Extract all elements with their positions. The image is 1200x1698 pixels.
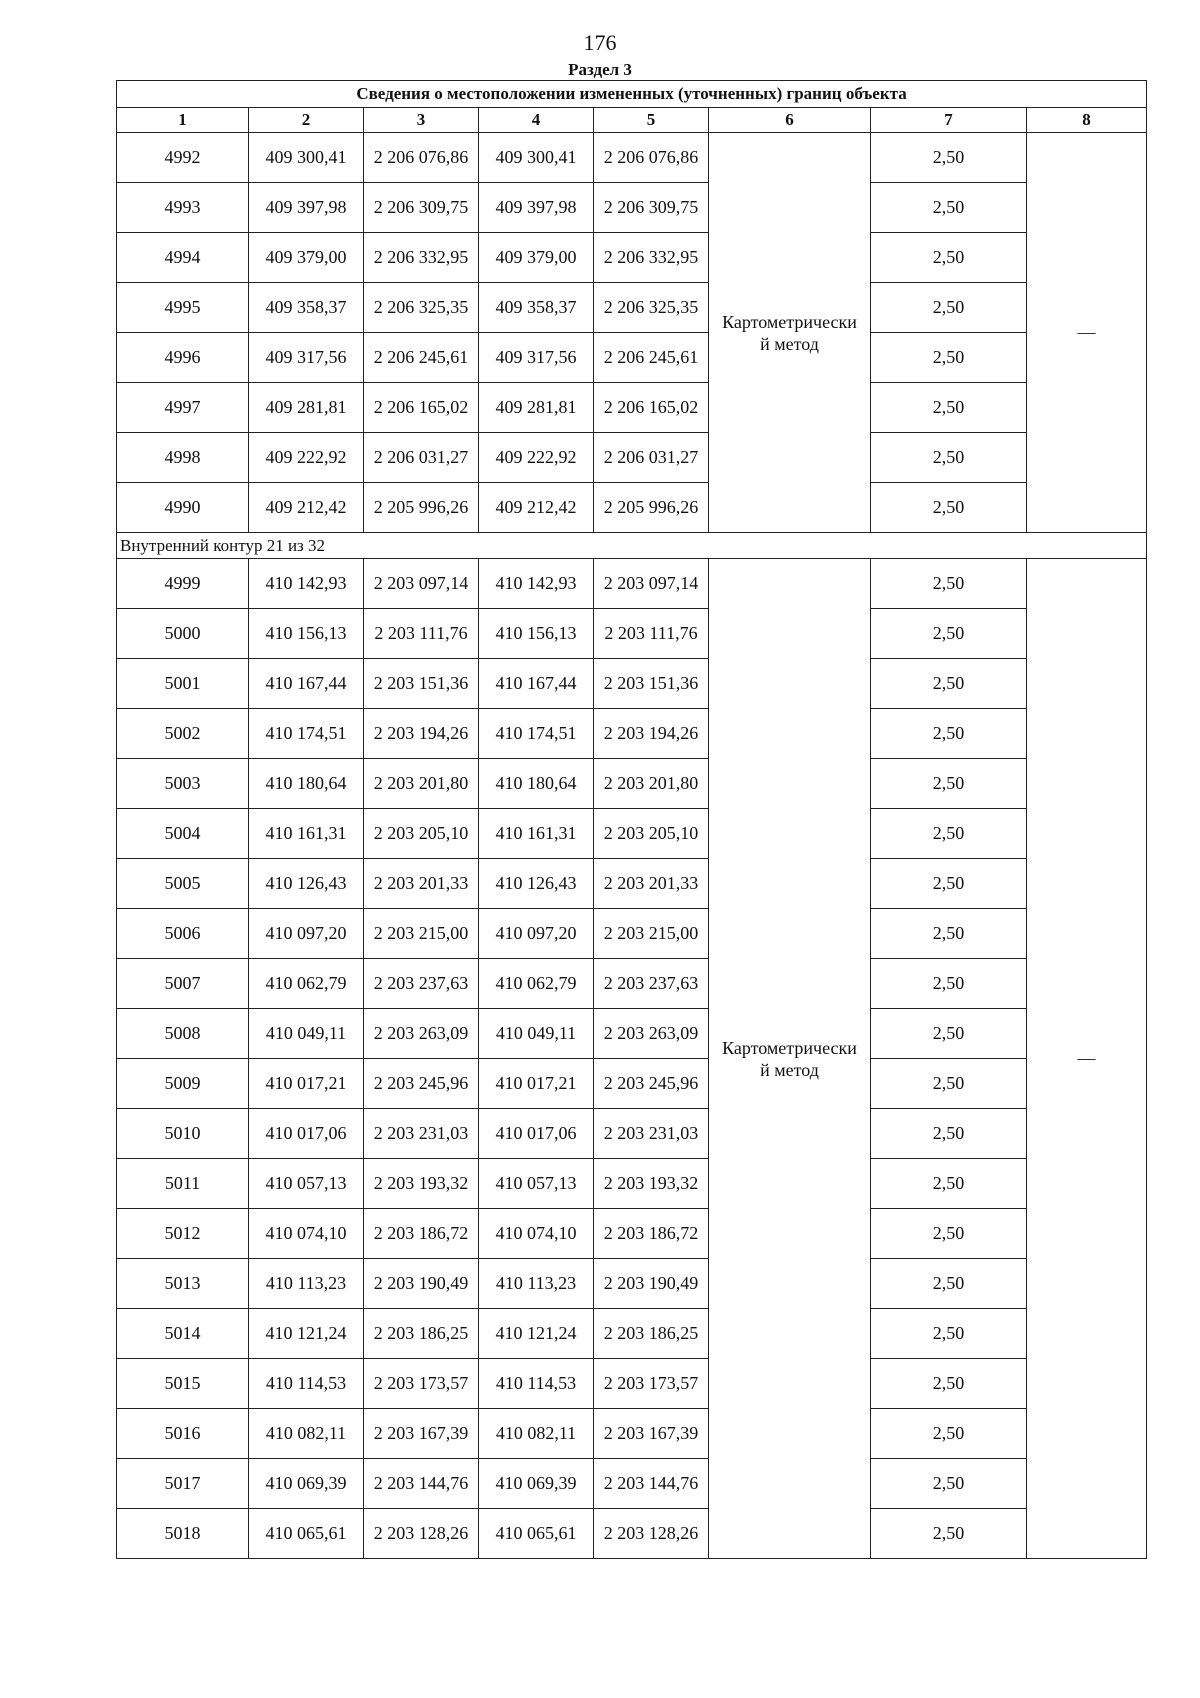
x-new-cell: 410 142,93 bbox=[479, 559, 594, 609]
x-new-cell: 409 300,41 bbox=[479, 133, 594, 183]
point-number-cell: 5006 bbox=[117, 909, 249, 959]
x-old-cell: 410 062,79 bbox=[249, 959, 364, 1009]
y-new-cell: 2 203 193,32 bbox=[594, 1159, 709, 1209]
x-old-cell: 410 057,13 bbox=[249, 1159, 364, 1209]
accuracy-cell: 2,50 bbox=[871, 609, 1027, 659]
x-new-cell: 410 074,10 bbox=[479, 1209, 594, 1259]
x-old-cell: 410 097,20 bbox=[249, 909, 364, 959]
y-new-cell: 2 206 309,75 bbox=[594, 183, 709, 233]
x-new-cell: 409 212,42 bbox=[479, 483, 594, 533]
x-new-cell: 409 379,00 bbox=[479, 233, 594, 283]
accuracy-cell: 2,50 bbox=[871, 709, 1027, 759]
y-old-cell: 2 203 231,03 bbox=[364, 1109, 479, 1159]
y-old-cell: 2 203 167,39 bbox=[364, 1409, 479, 1459]
y-new-cell: 2 203 097,14 bbox=[594, 559, 709, 609]
x-old-cell: 410 180,64 bbox=[249, 759, 364, 809]
y-old-cell: 2 205 996,26 bbox=[364, 483, 479, 533]
column8-dash-cell: — bbox=[1027, 133, 1147, 533]
method-text-line2: й метод bbox=[760, 1059, 819, 1080]
x-new-cell: 410 065,61 bbox=[479, 1509, 594, 1559]
accuracy-cell: 2,50 bbox=[871, 233, 1027, 283]
x-old-cell: 410 074,10 bbox=[249, 1209, 364, 1259]
accuracy-cell: 2,50 bbox=[871, 809, 1027, 859]
point-number-cell: 5003 bbox=[117, 759, 249, 809]
table-row bbox=[117, 1509, 1147, 1559]
x-old-cell: 409 317,56 bbox=[249, 333, 364, 383]
point-number-cell: 4994 bbox=[117, 233, 249, 283]
accuracy-cell: 2,50 bbox=[871, 1509, 1027, 1559]
table-row bbox=[117, 1359, 1147, 1409]
accuracy-cell: 2,50 bbox=[871, 283, 1027, 333]
x-new-cell: 410 113,23 bbox=[479, 1259, 594, 1309]
accuracy-cell: 2,50 bbox=[871, 1459, 1027, 1509]
y-old-cell: 2 203 097,14 bbox=[364, 559, 479, 609]
y-new-cell: 2 203 245,96 bbox=[594, 1059, 709, 1109]
method-text-line2: й метод bbox=[760, 333, 819, 354]
x-old-cell: 410 017,06 bbox=[249, 1109, 364, 1159]
point-number-cell: 5010 bbox=[117, 1109, 249, 1159]
method-text-line1: Картометрически bbox=[722, 311, 857, 332]
x-new-cell: 409 317,56 bbox=[479, 333, 594, 383]
table-caption: Сведения о местоположении измененных (уточненных) границ объекта bbox=[117, 81, 1147, 108]
table-row bbox=[117, 759, 1147, 809]
contour-label-row bbox=[117, 533, 1147, 559]
x-old-cell: 410 065,61 bbox=[249, 1509, 364, 1559]
section-title: Раздел 3 bbox=[568, 60, 632, 79]
accuracy-cell: 2,50 bbox=[871, 1309, 1027, 1359]
y-old-cell: 2 203 173,57 bbox=[364, 1359, 479, 1409]
accuracy-cell: 2,50 bbox=[871, 183, 1027, 233]
y-new-cell: 2 206 332,95 bbox=[594, 233, 709, 283]
table-row bbox=[117, 1109, 1147, 1159]
accuracy-cell: 2,50 bbox=[871, 909, 1027, 959]
point-number-cell: 5012 bbox=[117, 1209, 249, 1259]
x-new-cell: 410 121,24 bbox=[479, 1309, 594, 1359]
accuracy-cell: 2,50 bbox=[871, 1059, 1027, 1109]
x-old-cell: 410 126,43 bbox=[249, 859, 364, 909]
accuracy-cell: 2,50 bbox=[871, 559, 1027, 609]
y-new-cell: 2 203 151,36 bbox=[594, 659, 709, 709]
x-old-cell: 410 174,51 bbox=[249, 709, 364, 759]
y-new-cell: 2 203 190,49 bbox=[594, 1259, 709, 1309]
column-number-1: 1 bbox=[117, 108, 249, 133]
x-old-cell: 409 300,41 bbox=[249, 133, 364, 183]
point-number-cell: 5015 bbox=[117, 1359, 249, 1409]
x-new-cell: 410 167,44 bbox=[479, 659, 594, 709]
x-old-cell: 410 121,24 bbox=[249, 1309, 364, 1359]
table-row bbox=[117, 1009, 1147, 1059]
x-new-cell: 410 180,64 bbox=[479, 759, 594, 809]
x-new-cell: 409 397,98 bbox=[479, 183, 594, 233]
x-old-cell: 409 281,81 bbox=[249, 383, 364, 433]
column-number-4: 4 bbox=[479, 108, 594, 133]
point-number-cell: 4992 bbox=[117, 133, 249, 183]
point-number-cell: 5013 bbox=[117, 1259, 249, 1309]
method-cell bbox=[709, 559, 871, 1559]
x-new-cell: 410 069,39 bbox=[479, 1459, 594, 1509]
y-old-cell: 2 203 193,32 bbox=[364, 1159, 479, 1209]
table-row bbox=[117, 1209, 1147, 1259]
accuracy-cell: 2,50 bbox=[871, 333, 1027, 383]
point-number-cell: 4996 bbox=[117, 333, 249, 383]
table-row bbox=[117, 133, 1147, 183]
accuracy-cell: 2,50 bbox=[871, 1359, 1027, 1409]
x-old-cell: 410 156,13 bbox=[249, 609, 364, 659]
x-old-cell: 410 167,44 bbox=[249, 659, 364, 709]
y-new-cell: 2 206 325,35 bbox=[594, 283, 709, 333]
point-number-cell: 4998 bbox=[117, 433, 249, 483]
x-old-cell: 409 358,37 bbox=[249, 283, 364, 333]
accuracy-cell: 2,50 bbox=[871, 659, 1027, 709]
y-new-cell: 2 203 111,76 bbox=[594, 609, 709, 659]
y-new-cell: 2 206 245,61 bbox=[594, 333, 709, 383]
y-old-cell: 2 203 205,10 bbox=[364, 809, 479, 859]
table-row bbox=[117, 959, 1147, 1009]
y-new-cell: 2 203 186,25 bbox=[594, 1309, 709, 1359]
table-body bbox=[117, 133, 1147, 1559]
x-new-cell: 410 049,11 bbox=[479, 1009, 594, 1059]
method-text-line1: Картометрически bbox=[722, 1037, 857, 1058]
x-new-cell: 410 017,21 bbox=[479, 1059, 594, 1109]
y-old-cell: 2 203 190,49 bbox=[364, 1259, 479, 1309]
y-old-cell: 2 203 201,33 bbox=[364, 859, 479, 909]
y-old-cell: 2 203 186,72 bbox=[364, 1209, 479, 1259]
table-row bbox=[117, 233, 1147, 283]
y-old-cell: 2 206 325,35 bbox=[364, 283, 479, 333]
table-row bbox=[117, 1459, 1147, 1509]
y-old-cell: 2 203 151,36 bbox=[364, 659, 479, 709]
x-old-cell: 410 082,11 bbox=[249, 1409, 364, 1459]
point-number-cell: 5001 bbox=[117, 659, 249, 709]
point-number-cell: 5016 bbox=[117, 1409, 249, 1459]
table-row bbox=[117, 859, 1147, 909]
x-new-cell: 410 161,31 bbox=[479, 809, 594, 859]
table-row bbox=[117, 809, 1147, 859]
table-row bbox=[117, 183, 1147, 233]
y-old-cell: 2 206 076,86 bbox=[364, 133, 479, 183]
y-old-cell: 2 203 111,76 bbox=[364, 609, 479, 659]
accuracy-cell: 2,50 bbox=[871, 1409, 1027, 1459]
accuracy-cell: 2,50 bbox=[871, 433, 1027, 483]
point-number-cell: 5004 bbox=[117, 809, 249, 859]
x-old-cell: 410 049,11 bbox=[249, 1009, 364, 1059]
point-number-cell: 4990 bbox=[117, 483, 249, 533]
x-old-cell: 410 017,21 bbox=[249, 1059, 364, 1109]
coordinates-table bbox=[116, 80, 1147, 1559]
y-new-cell: 2 203 231,03 bbox=[594, 1109, 709, 1159]
y-old-cell: 2 203 215,00 bbox=[364, 909, 479, 959]
table-row bbox=[117, 283, 1147, 333]
table-row bbox=[117, 1159, 1147, 1209]
accuracy-cell: 2,50 bbox=[871, 1109, 1027, 1159]
point-number-cell: 4995 bbox=[117, 283, 249, 333]
x-old-cell: 409 222,92 bbox=[249, 433, 364, 483]
x-new-cell: 410 126,43 bbox=[479, 859, 594, 909]
y-old-cell: 2 206 245,61 bbox=[364, 333, 479, 383]
y-new-cell: 2 203 201,33 bbox=[594, 859, 709, 909]
point-number-cell: 4993 bbox=[117, 183, 249, 233]
accuracy-cell: 2,50 bbox=[871, 759, 1027, 809]
x-old-cell: 410 142,93 bbox=[249, 559, 364, 609]
x-new-cell: 409 281,81 bbox=[479, 383, 594, 433]
x-new-cell: 410 057,13 bbox=[479, 1159, 594, 1209]
column-number-6: 6 bbox=[709, 108, 871, 133]
column-number-8: 8 bbox=[1027, 108, 1147, 133]
y-old-cell: 2 203 144,76 bbox=[364, 1459, 479, 1509]
column8-dash-cell: — bbox=[1027, 559, 1147, 1559]
column-number-2: 2 bbox=[249, 108, 364, 133]
y-new-cell: 2 206 165,02 bbox=[594, 383, 709, 433]
x-new-cell: 409 358,37 bbox=[479, 283, 594, 333]
x-old-cell: 409 379,00 bbox=[249, 233, 364, 283]
y-old-cell: 2 206 031,27 bbox=[364, 433, 479, 483]
y-old-cell: 2 203 237,63 bbox=[364, 959, 479, 1009]
y-new-cell: 2 203 263,09 bbox=[594, 1009, 709, 1059]
table-row bbox=[117, 1409, 1147, 1459]
accuracy-cell: 2,50 bbox=[871, 133, 1027, 183]
accuracy-cell: 2,50 bbox=[871, 383, 1027, 433]
x-new-cell: 410 174,51 bbox=[479, 709, 594, 759]
y-old-cell: 2 203 201,80 bbox=[364, 759, 479, 809]
accuracy-cell: 2,50 bbox=[871, 959, 1027, 1009]
y-old-cell: 2 203 128,26 bbox=[364, 1509, 479, 1559]
accuracy-cell: 2,50 bbox=[871, 1259, 1027, 1309]
table-row bbox=[117, 483, 1147, 533]
page-number: 176 bbox=[583, 30, 617, 55]
point-number-cell: 4999 bbox=[117, 559, 249, 609]
x-new-cell: 410 082,11 bbox=[479, 1409, 594, 1459]
accuracy-cell: 2,50 bbox=[871, 1009, 1027, 1059]
x-old-cell: 409 212,42 bbox=[249, 483, 364, 533]
table-row bbox=[117, 383, 1147, 433]
y-new-cell: 2 203 144,76 bbox=[594, 1459, 709, 1509]
y-new-cell: 2 203 205,10 bbox=[594, 809, 709, 859]
y-new-cell: 2 203 237,63 bbox=[594, 959, 709, 1009]
accuracy-cell: 2,50 bbox=[871, 1159, 1027, 1209]
y-new-cell: 2 203 167,39 bbox=[594, 1409, 709, 1459]
table-row bbox=[117, 1259, 1147, 1309]
point-number-cell: 5014 bbox=[117, 1309, 249, 1359]
point-number-cell: 5009 bbox=[117, 1059, 249, 1109]
x-new-cell: 410 017,06 bbox=[479, 1109, 594, 1159]
x-old-cell: 409 397,98 bbox=[249, 183, 364, 233]
point-number-cell: 5007 bbox=[117, 959, 249, 1009]
point-number-cell: 5008 bbox=[117, 1009, 249, 1059]
contour-label: Внутренний контур 21 из 32 bbox=[117, 533, 1147, 559]
x-new-cell: 410 156,13 bbox=[479, 609, 594, 659]
y-new-cell: 2 203 201,80 bbox=[594, 759, 709, 809]
x-old-cell: 410 069,39 bbox=[249, 1459, 364, 1509]
y-old-cell: 2 206 165,02 bbox=[364, 383, 479, 433]
point-number-cell: 5011 bbox=[117, 1159, 249, 1209]
column-number-7: 7 bbox=[871, 108, 1027, 133]
x-old-cell: 410 114,53 bbox=[249, 1359, 364, 1409]
table-row bbox=[117, 659, 1147, 709]
x-new-cell: 410 114,53 bbox=[479, 1359, 594, 1409]
point-number-cell: 5017 bbox=[117, 1459, 249, 1509]
y-new-cell: 2 203 215,00 bbox=[594, 909, 709, 959]
y-old-cell: 2 203 194,26 bbox=[364, 709, 479, 759]
y-old-cell: 2 206 309,75 bbox=[364, 183, 479, 233]
table-row bbox=[117, 433, 1147, 483]
y-new-cell: 2 206 076,86 bbox=[594, 133, 709, 183]
table-row bbox=[117, 559, 1147, 609]
y-old-cell: 2 203 263,09 bbox=[364, 1009, 479, 1059]
table-row bbox=[117, 333, 1147, 383]
table-row bbox=[117, 609, 1147, 659]
y-new-cell: 2 206 031,27 bbox=[594, 433, 709, 483]
y-new-cell: 2 203 194,26 bbox=[594, 709, 709, 759]
method-cell bbox=[709, 133, 871, 533]
column-number-3: 3 bbox=[364, 108, 479, 133]
accuracy-cell: 2,50 bbox=[871, 1209, 1027, 1259]
point-number-cell: 5018 bbox=[117, 1509, 249, 1559]
point-number-cell: 5002 bbox=[117, 709, 249, 759]
x-new-cell: 410 097,20 bbox=[479, 909, 594, 959]
table-row bbox=[117, 709, 1147, 759]
y-new-cell: 2 205 996,26 bbox=[594, 483, 709, 533]
x-new-cell: 410 062,79 bbox=[479, 959, 594, 1009]
y-old-cell: 2 206 332,95 bbox=[364, 233, 479, 283]
point-number-cell: 5000 bbox=[117, 609, 249, 659]
point-number-cell: 5005 bbox=[117, 859, 249, 909]
x-old-cell: 410 113,23 bbox=[249, 1259, 364, 1309]
y-new-cell: 2 203 186,72 bbox=[594, 1209, 709, 1259]
y-new-cell: 2 203 173,57 bbox=[594, 1359, 709, 1409]
x-old-cell: 410 161,31 bbox=[249, 809, 364, 859]
y-old-cell: 2 203 245,96 bbox=[364, 1059, 479, 1109]
table-row bbox=[117, 909, 1147, 959]
point-number-cell: 4997 bbox=[117, 383, 249, 433]
accuracy-cell: 2,50 bbox=[871, 859, 1027, 909]
y-old-cell: 2 203 186,25 bbox=[364, 1309, 479, 1359]
y-new-cell: 2 203 128,26 bbox=[594, 1509, 709, 1559]
accuracy-cell: 2,50 bbox=[871, 483, 1027, 533]
table-row bbox=[117, 1059, 1147, 1109]
column-number-5: 5 bbox=[594, 108, 709, 133]
x-new-cell: 409 222,92 bbox=[479, 433, 594, 483]
table-row bbox=[117, 1309, 1147, 1359]
